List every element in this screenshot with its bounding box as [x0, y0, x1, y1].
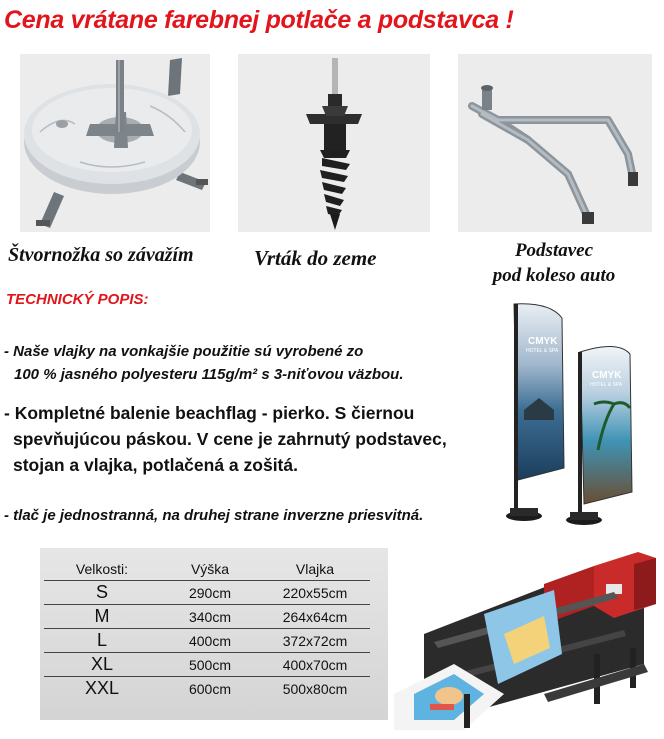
textile-printer-icon: [394, 544, 662, 734]
size-cell: L: [44, 629, 160, 653]
caption-line-2: pod koleso auto: [492, 265, 616, 286]
technical-title: TECHNICKÝ POPIS:: [6, 291, 149, 308]
weighted-cross-base-icon: [20, 54, 210, 232]
product-caption-car-wheel-base: [466, 238, 642, 288]
flag-cell: 372x72cm: [260, 629, 370, 653]
product-caption-weighted-base: Štvornožka so závažím: [8, 244, 194, 266]
table-row: [44, 605, 370, 629]
flag-cell: 220x55cm: [260, 581, 370, 605]
product-photo-ground-spike: [238, 54, 430, 232]
sizes-table: [44, 558, 370, 700]
product-photo-car-wheel-base: [458, 54, 652, 232]
column-header-height: Výška: [190, 561, 230, 577]
flag-cell: 400x70cm: [260, 653, 370, 677]
bullet-package-line-2: spevňujúcou páskou. V cene je zahrnutý podstavec,: [13, 429, 447, 449]
textile-printer-image: [394, 544, 662, 734]
table-row: [44, 581, 370, 605]
flag-cell: 500x80cm: [260, 677, 370, 701]
height-cell: 290cm: [160, 581, 260, 605]
car-wheel-base-icon: [458, 54, 652, 232]
product-photo-weighted-base: [20, 54, 210, 232]
sizes-table-panel: [40, 548, 388, 720]
height-cell: 340cm: [160, 605, 260, 629]
column-header-size: Velkosti:: [75, 561, 129, 577]
size-cell: M: [44, 605, 160, 629]
table-row: [44, 677, 370, 701]
flag-sub-2: HOTEL & SPA: [590, 382, 623, 388]
flag-brand-1: CMYK: [528, 336, 558, 347]
caption-line-1: Podstavec: [514, 240, 594, 261]
height-cell: 500cm: [160, 653, 260, 677]
ground-spike-icon: [238, 54, 430, 232]
bullet-material: [4, 340, 404, 386]
product-caption-ground-spike: Vrták do zeme: [254, 246, 377, 270]
flag-brand-2: CMYK: [592, 370, 622, 381]
bullet-material-line-2: 100 % jasného polyesteru 115g/m² s 3-niťovou väzbou.: [14, 366, 404, 383]
bullet-print: - tlač je jednostranná, na druhej strane inverzne priesvitná.: [4, 507, 424, 524]
height-cell: 600cm: [160, 677, 260, 701]
column-header-flag: Vlajka: [295, 561, 335, 577]
flag-sub-1: HOTEL & SPA: [526, 348, 559, 354]
table-row: [44, 629, 370, 653]
headline: Cena vrátane farebnej potlače a podstavca !: [4, 6, 514, 34]
bullet-package: [4, 400, 447, 478]
bullet-package-line-3: stojan a vlajka, potlačená a zošitá.: [13, 455, 298, 475]
height-cell: 400cm: [160, 629, 260, 653]
size-cell: S: [44, 581, 160, 605]
bullet-material-line-1: - Naše vlajky na vonkajšie použitie sú vyrobené zo: [4, 343, 364, 360]
table-row: [44, 653, 370, 677]
bullet-package-line-1: - Kompletné balenie beachflag - pierko. S čiernou: [4, 403, 415, 423]
beach-flags-icon: [480, 300, 658, 528]
beach-flags-image: [480, 300, 658, 528]
flag-cell: 264x64cm: [260, 605, 370, 629]
size-cell: XXL: [44, 677, 160, 701]
size-cell: XL: [44, 653, 160, 677]
